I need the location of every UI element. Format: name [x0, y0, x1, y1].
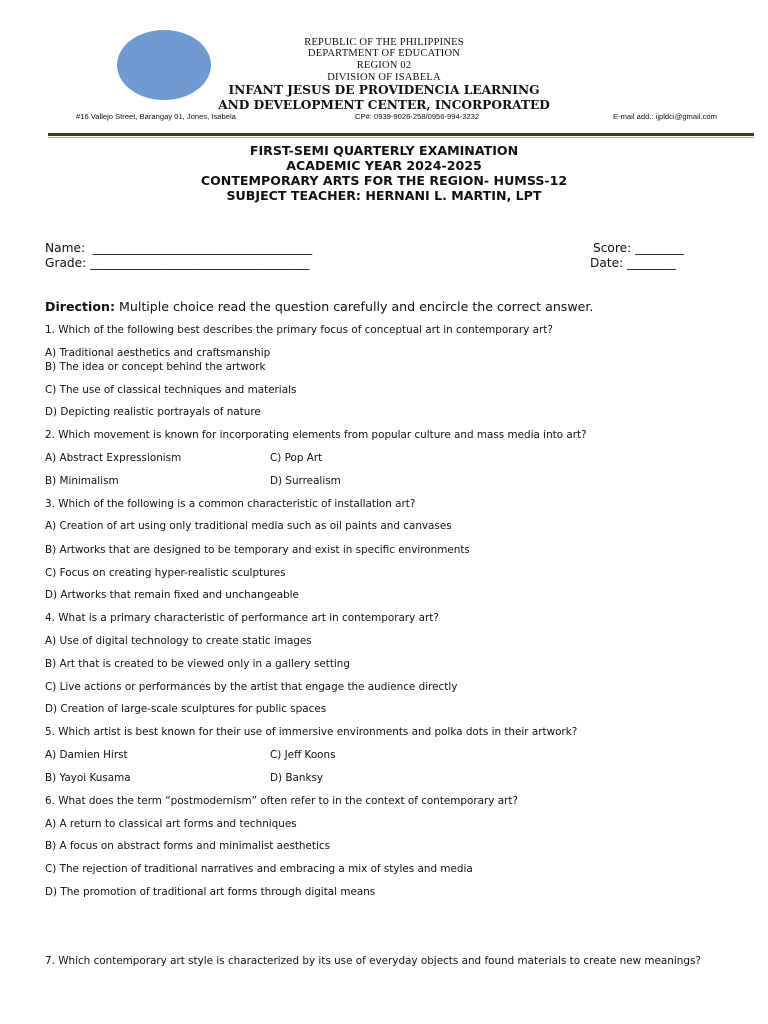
- contact-row: [0, 112, 768, 124]
- subject-title: CONTEMPORARY ARTS FOR THE REGION- HUMSS-12: [200, 173, 568, 188]
- q1-option-c[interactable]: C) The use of classical techniques and materials: [45, 384, 297, 396]
- date-field[interactable]: Date: ________: [590, 256, 676, 270]
- header-divider-thick: [48, 133, 754, 136]
- q3-option-b[interactable]: B) Artworks that are designed to be temporary and exist in specific environments: [45, 544, 470, 556]
- question-5: 5. Which artist is best known for their use of immersive environments and polka dots in their artwork?: [45, 726, 578, 738]
- name-field[interactable]: Name: ____________________________________: [45, 241, 313, 255]
- q3-option-a[interactable]: A) Creation of art using only traditional media such as oil paints and canvases: [45, 520, 452, 532]
- header-divider-thin: [48, 137, 754, 138]
- q1-option-b[interactable]: B) The idea or concept behind the artwork: [45, 361, 266, 373]
- school-phone: CP#: 0939-9026-258/0956-994-3232: [355, 112, 480, 121]
- academic-year: ACADEMIC YEAR 2024-2025: [286, 158, 482, 173]
- header-line-deped: DEPARTMENT OF EDUCATION: [307, 48, 461, 59]
- header-line-region: REGION 02: [356, 60, 412, 71]
- header-line-republic: REPUBLIC OF THE PHILIPPINES: [304, 37, 464, 48]
- q3-option-d[interactable]: D) Artworks that remain fixed and unchangeable: [45, 589, 299, 601]
- school-address: #16 Vallejo Street, Barangay 01, Jones, Isabela: [76, 112, 236, 121]
- question-1: 1. Which of the following best describes the primary focus of conceptual art in contemporary art?: [45, 324, 553, 336]
- q6-option-b[interactable]: B) A focus on abstract forms and minimalist aesthetics: [45, 840, 330, 852]
- q4-option-a[interactable]: A) Use of digital technology to create static images: [45, 635, 312, 647]
- question-7: 7. Which contemporary art style is characterized by its use of everyday objects and found materials to create new meanings?: [45, 955, 701, 967]
- q5-option-d[interactable]: D) Banksy: [270, 772, 324, 784]
- school-email: E-mail add.: ijpldci@gmail.com: [613, 112, 717, 121]
- q6-option-d[interactable]: D) The promotion of traditional art forms through digital means: [45, 886, 376, 898]
- q4-option-c[interactable]: C) Live actions or performances by the artist that engage the audience directly: [45, 681, 458, 693]
- question-2: 2. Which movement is known for incorporating elements from popular culture and mass media into art?: [45, 429, 587, 441]
- direction-label: Direction:: [45, 299, 115, 314]
- q1-option-a[interactable]: A) Traditional aesthetics and craftsmanship: [45, 347, 271, 359]
- q4-option-b[interactable]: B) Art that is created to be viewed only in a gallery setting: [45, 658, 350, 670]
- subject-teacher: SUBJECT TEACHER: HERNANI L. MARTIN, LPT: [226, 188, 542, 203]
- exam-title: FIRST-SEMI QUARTERLY EXAMINATION: [249, 143, 519, 158]
- question-6: 6. What does the term “postmodernism” often refer to in the context of contemporary art?: [45, 795, 518, 807]
- direction-text: Multiple choice read the question carefully and encircle the correct answer.: [114, 299, 594, 314]
- q2-option-d[interactable]: D) Surrealism: [270, 475, 341, 487]
- q1-option-d[interactable]: D) Depicting realistic portrayals of nature: [45, 406, 261, 418]
- q2-option-a[interactable]: A) Abstract Expressionism: [45, 452, 182, 464]
- direction: [45, 299, 593, 314]
- q6-option-a[interactable]: A) A return to classical art forms and techniques: [45, 818, 297, 830]
- school-name-line-2: AND DEVELOPMENT CENTER, INCORPORATED: [218, 98, 550, 112]
- q2-option-b[interactable]: B) Minimalism: [45, 475, 119, 487]
- score-field[interactable]: Score: ________: [593, 241, 684, 255]
- question-4: 4. What is a primary characteristic of performance art in contemporary art?: [45, 612, 439, 624]
- q4-option-d[interactable]: D) Creation of large-scale sculptures for public spaces: [45, 703, 327, 715]
- question-3: 3. Which of the following is a common characteristic of installation art?: [45, 498, 416, 510]
- q3-option-c[interactable]: C) Focus on creating hyper-realistic sculptures: [45, 567, 286, 579]
- school-name-line-1: INFANT JESUS DE PROVIDENCIA LEARNING: [228, 83, 540, 97]
- q5-option-a[interactable]: A) Damien Hirst: [45, 749, 128, 761]
- header-line-division: DIVISION OF ISABELA: [327, 72, 441, 83]
- q2-option-c[interactable]: C) Pop Art: [270, 452, 323, 464]
- q5-option-b[interactable]: B) Yayoi Kusama: [45, 772, 131, 784]
- grade-field[interactable]: Grade: ____________________________________: [45, 256, 310, 270]
- q6-option-c[interactable]: C) The rejection of traditional narratives and embracing a mix of styles and media: [45, 863, 473, 875]
- q5-option-c[interactable]: C) Jeff Koons: [270, 749, 336, 761]
